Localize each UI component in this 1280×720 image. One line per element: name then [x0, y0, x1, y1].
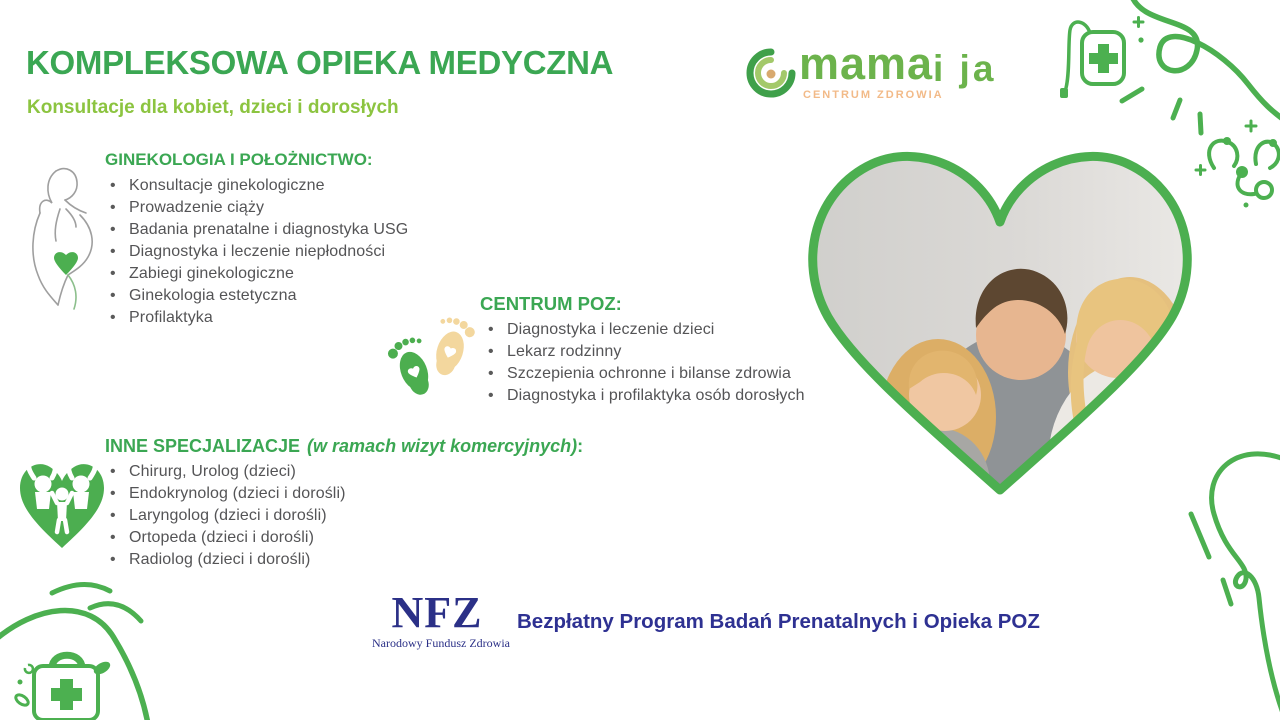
list-item: • Ginekologia estetyczna: [108, 287, 408, 304]
list-item: • Diagnostyka i leczenie niepłodności: [108, 243, 408, 260]
family-heart-icon: [16, 456, 108, 556]
inne-specjalizacje-list: [108, 463, 346, 573]
squiggle-bottom-right-icon: [1212, 454, 1280, 716]
list-item: • Radiolog (dzieci i dorośli): [108, 551, 346, 568]
heading-colon: :: [577, 436, 584, 456]
page-title: KOMPLEKSOWA OPIEKA MEDYCZNA: [26, 44, 614, 81]
clinic-logo-tagline: CENTRUM ZDROWIA: [803, 89, 944, 101]
list-item: • Diagnostyka i profilaktyka osób dorosłych: [486, 387, 805, 404]
clinic-logo-name: mama: [799, 38, 934, 89]
dash-marks-icon: [1122, 89, 1201, 133]
clinic-logo-name-secondary: i ja: [933, 48, 997, 89]
list-item: • Laryngolog (dzieci i dorośli): [108, 507, 346, 524]
list-item: • Zabiegi ginekologiczne: [108, 265, 408, 282]
family-photo-heart: [788, 132, 1212, 520]
iv-drip-icon: [1060, 18, 1144, 99]
nfz-full-name: Narodowy Fundusz Zdrowia: [372, 636, 510, 650]
nfz-acronym: NFZ: [391, 588, 483, 637]
list-item: • Chirurg, Urolog (dzieci): [108, 463, 346, 480]
ginekologia-list: [108, 177, 408, 331]
list-item: • Lekarz rodzinny: [486, 343, 805, 360]
footer-message: Bezpłatny Program Badań Prenatalnych i Opieka POZ: [517, 610, 1040, 633]
list-item: • Konsultacje ginekologiczne: [108, 177, 408, 194]
list-item: • Profilaktyka: [108, 309, 408, 326]
heading-main: INNE SPECJALIZACJE: [105, 436, 301, 456]
page-subtitle: Konsultacje dla kobiet, dzieci i dorosłych: [27, 97, 399, 118]
list-item: • Badania prenatalne i diagnostyka USG: [108, 221, 408, 238]
section-heading-centrum-poz: CENTRUM POZ:: [480, 293, 622, 314]
heading-italic: (w ramach wizyt komercyjnych): [307, 436, 578, 456]
clinic-logo-icon: [746, 48, 796, 98]
list-item: • Szczepienia ochronne i bilanse zdrowia: [486, 365, 805, 382]
dash-marks-bottom-icon: [1191, 514, 1231, 604]
bottom-left-arcs-icon: [0, 584, 148, 720]
list-item: • Diagnostyka i leczenie dzieci: [486, 321, 805, 338]
section-heading-inne-specjalizacje: [105, 436, 583, 457]
centrum-poz-list: [486, 321, 805, 409]
family-photo: [788, 132, 1212, 520]
pregnant-woman-icon: [20, 165, 105, 310]
section-heading-ginekologia: GINEKOLOGIA I POŁOŻNICTWO:: [105, 150, 373, 169]
baby-feet-icon: [384, 314, 479, 406]
squiggle-top-icon: [1131, 0, 1280, 124]
list-item: • Endokrynolog (dzieci i dorośli): [108, 485, 346, 502]
list-item: • Ortopeda (dzieci i dorośli): [108, 529, 346, 546]
list-item: • Prowadzenie ciąży: [108, 199, 408, 216]
nfz-logo: [372, 588, 510, 651]
first-aid-kit-icon: [14, 655, 112, 720]
